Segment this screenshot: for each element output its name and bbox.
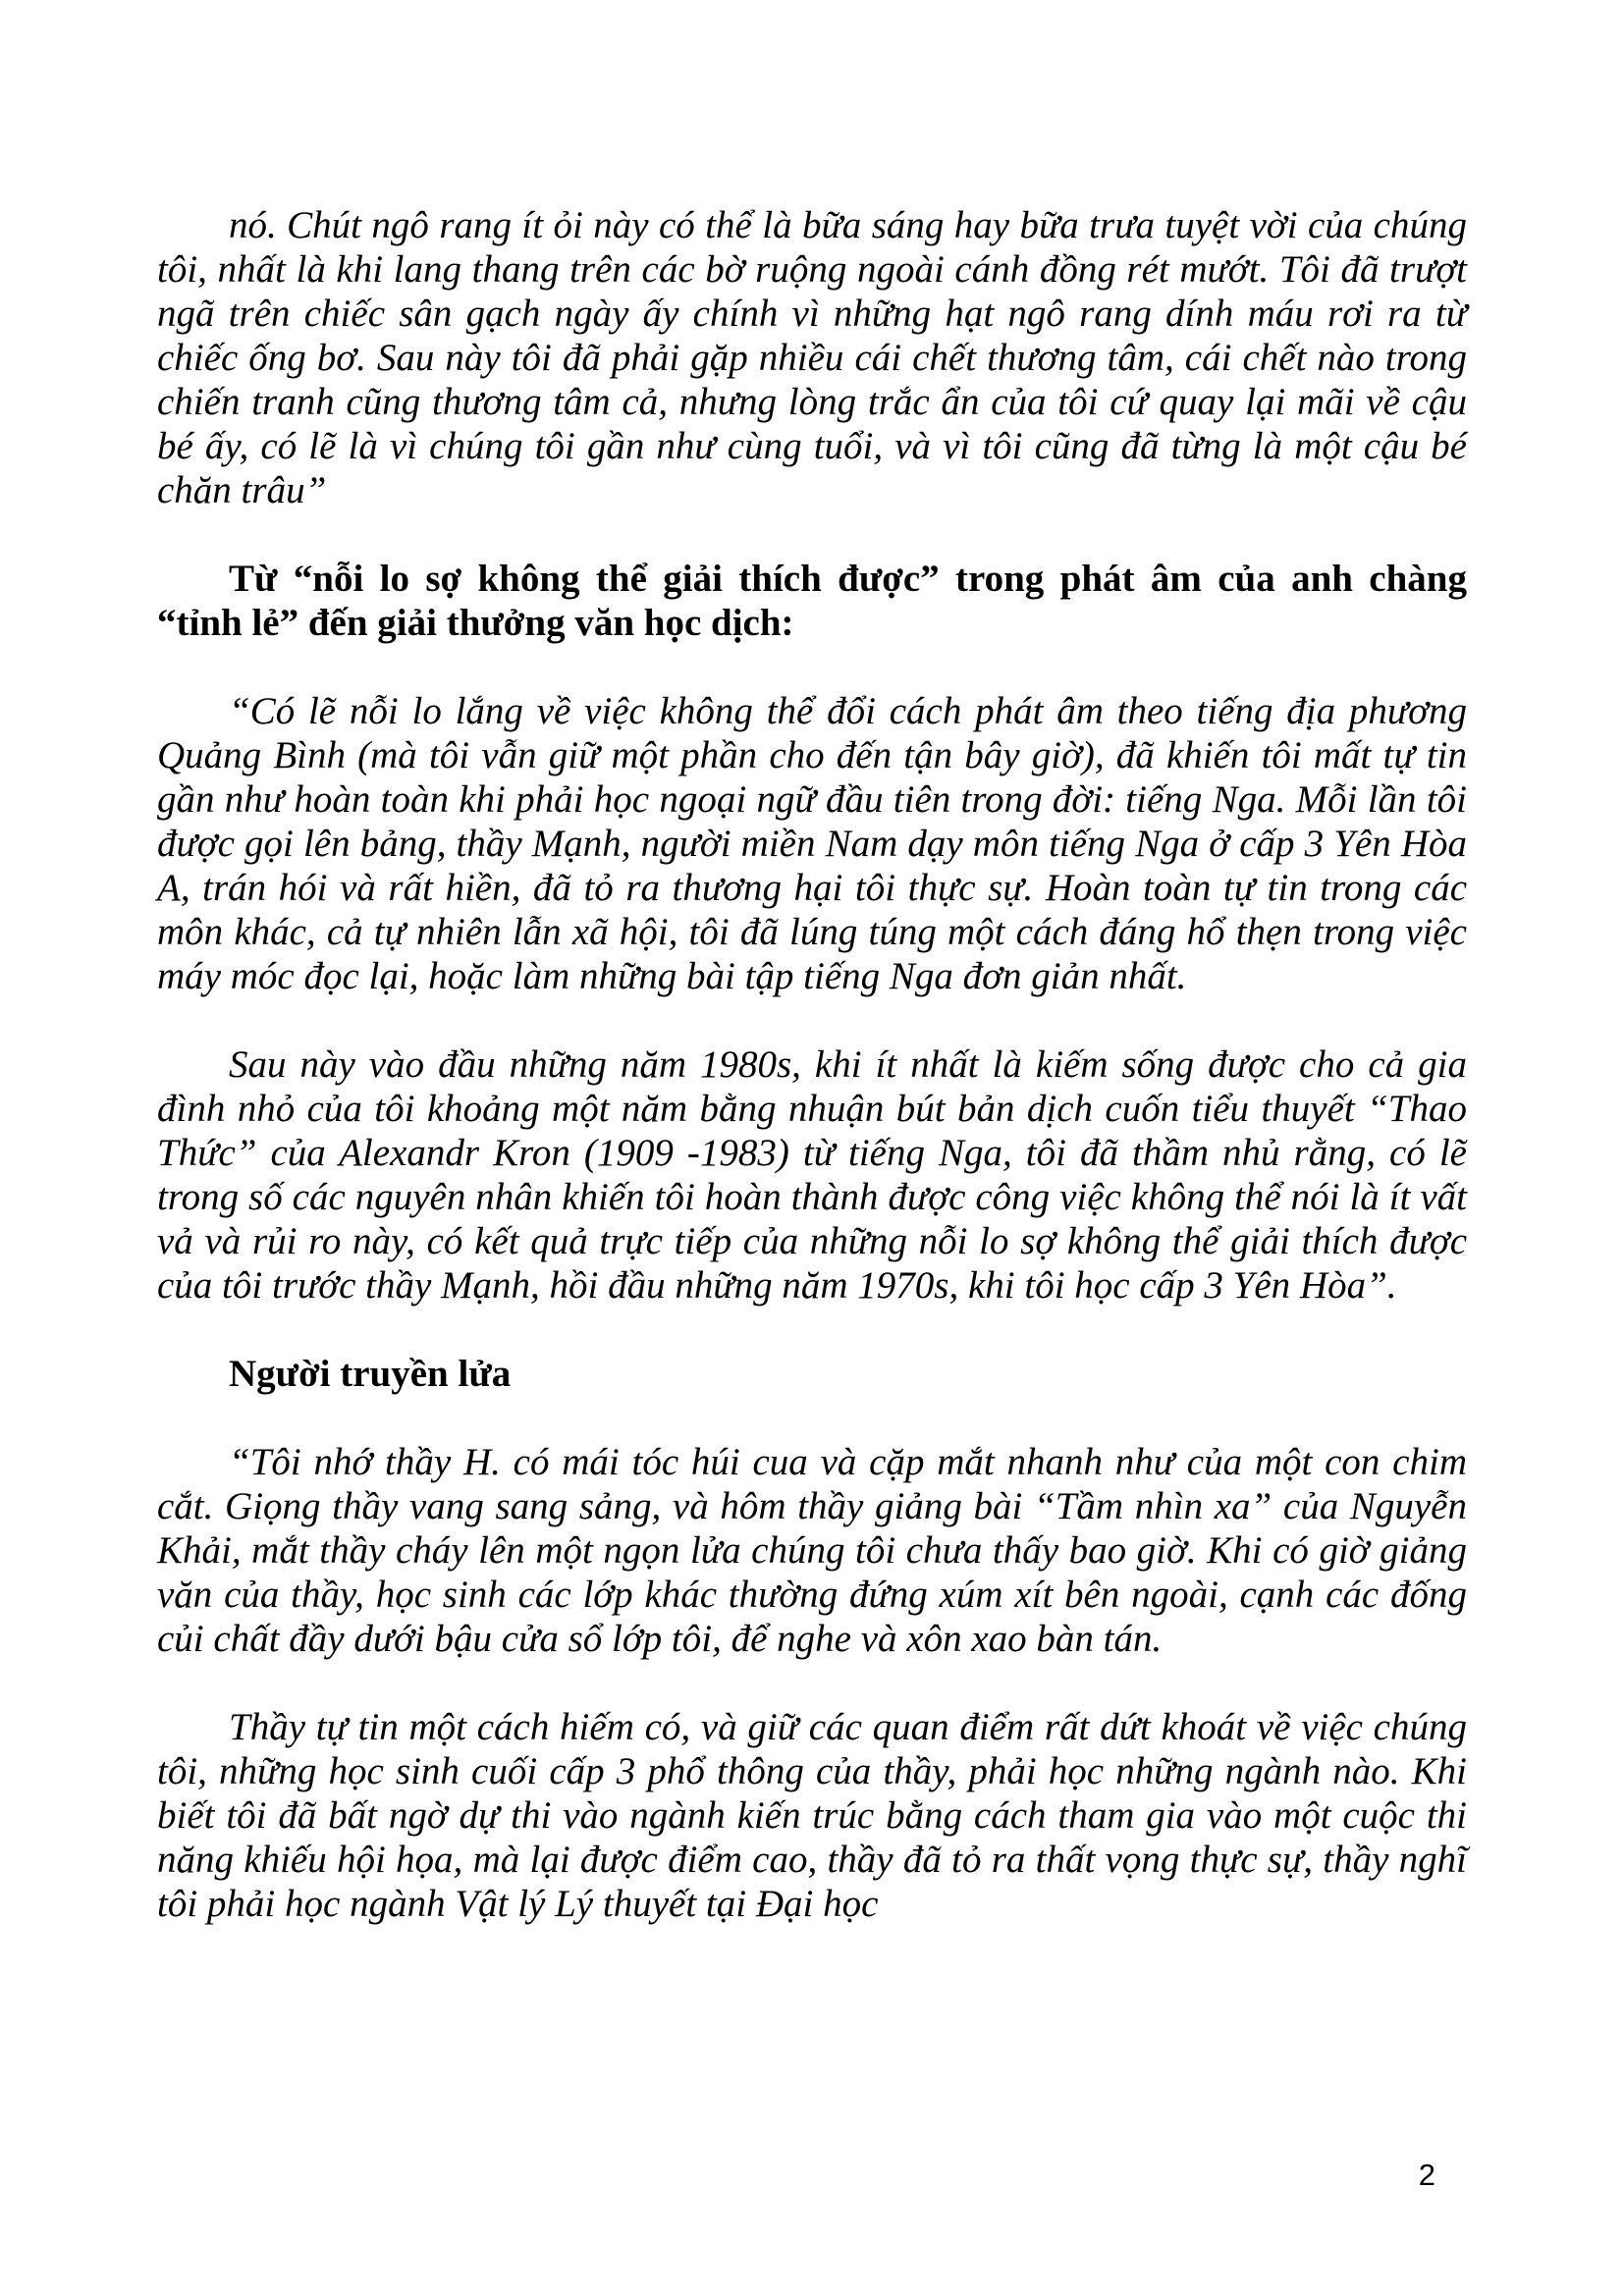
quote-paragraph-teacher-h: “Tôi nhớ thầy H. có mái tóc húi cua và cặp mắt nhanh như của một con chim cắt. Giọng thầy vang sang sảng, và hôm thầy giảng bài “Tầm nhìn xa” của Nguyễn Khải, mắt thầy cháy lên một ngọn lửa chúng tôi chưa thấy bao giờ. Khi có giờ giảng văn của thầy, học sinh các lớp khác thường đứng xúm xít bên ngoài, cạnh các đống củi chất đầy dưới bậu cửa sổ lớp tôi, để nghe và xôn xao bàn tán. — [157, 1441, 1467, 1660]
quote-paragraph-corn-memory: nó. Chút ngô rang ít ỏi này có thể là bữa sáng hay bữa trưa tuyệt vời của chúng tôi, nhất là khi lang thang trên các bờ ruộng ngoài cánh đồng rét mướt. Tôi đã trượt ngã trên chiếc sân gạch ngày ấy chính vì những hạt ngô rang dính máu rơi ra từ chiếc ống bơ. Sau này tôi đã phải gặp nhiều cái chết thương tâm, cái chết nào trong chiến tranh cũng thương tâm cả, nhưng lòng trắc ẩn của tôi cứ quay lại mãi về cậu bé ấy, có lẽ là vì chúng tôi gần như cùng tuổi, và vì tôi cũng đã từng là một cậu bé chăn trâu” — [157, 204, 1467, 511]
quote-paragraph-translation-work: Sau này vào đầu những năm 1980s, khi ít nhất là kiếm sống được cho cả gia đình nhỏ của tôi khoảng một năm bằng nhuận bút bản dịch cuốn tiểu thuyết “Thao Thức” của Alexandr Kron (1909 -1983) từ tiếng Nga, tôi đã thầm nhủ rằng, có lẽ trong số các nguyên nhân khiến tôi hoàn thành được công việc không thể nói là ít vất vả và rủi ro này, có kết quả trực tiếp của những nỗi lo sợ không thể giải thích được của tôi trước thầy Mạnh, hồi đầu những năm 1970s, khi tôi học cấp 3 Yên Hòa”. — [157, 1043, 1467, 1307]
quote-paragraph-russian-class: “Có lẽ nỗi lo lắng về việc không thể đổi cách phát âm theo tiếng địa phương Quảng Bình (mà tôi vẫn giữ một phần cho đến tận bây giờ), đã khiến tôi mất tự tin gần như hoàn toàn khi phải học ngoại ngữ đầu tiên trong đời: tiếng Nga. Mỗi lần tôi được gọi lên bảng, thầy Mạnh, người miền Nam dạy môn tiếng Nga ở cấp 3 Yên Hòa A, trán hói và rất hiền, đã tỏ ra thương hại tôi thực sự. Hoàn toàn tự tin trong các môn khác, cả tự nhiên lẫn xã hội, tôi đã lúng túng một cách đáng hổ thẹn trong việc máy móc đọc lại, hoặc làm những bài tập tiếng Nga đơn giản nhất. — [157, 690, 1467, 997]
section-heading-fire-passer: Người truyền lửa — [229, 1353, 512, 1395]
section-heading-pronunciation-fear: Từ “nỗi lo sợ không thể giải thích được” trong phát âm của anh chàng “tỉnh lẻ” đến giải thưởng văn học dịch: — [157, 558, 1467, 644]
page-number: 2 — [1418, 2158, 1435, 2192]
quote-paragraph-career-advice: Thầy tự tin một cách hiếm có, và giữ các quan điểm rất dứt khoát về việc chúng tôi, những học sinh cuối cấp 3 phổ thông của thầy, phải học những ngành nào. Khi biết tôi đã bất ngờ dự thi vào ngành kiến trúc bằng cách tham gia vào một cuộc thi năng khiếu hội họa, mà lại được điểm cao, thầy đã tỏ ra thất vọng thực sự, thầy nghĩ tôi phải học ngành Vật lý Lý thuyết tại Đại học — [157, 1706, 1467, 1925]
